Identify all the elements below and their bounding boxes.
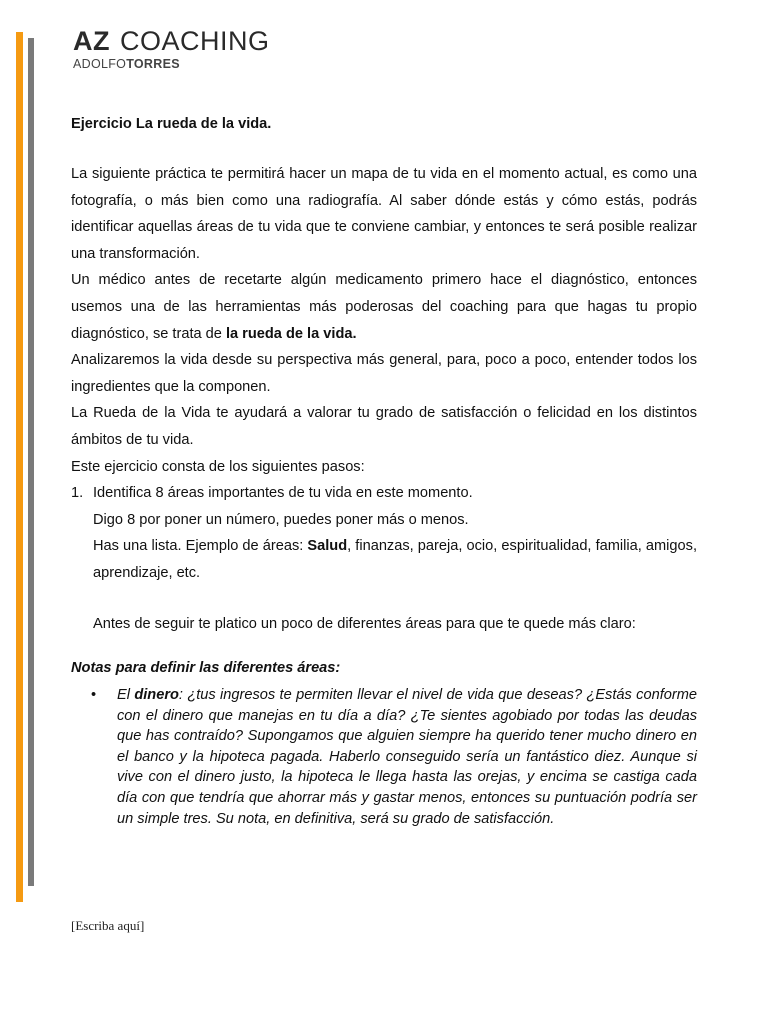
note-dinero-text: : ¿tus ingresos te permiten llevar el nivel de vida que deseas? ¿Estás conforme con el dinero que manejas en tu día a día? ¿Te sientes agobiado por todas las deudas que has contraído? Supongamos que alguien siempre ha querido tener mucho dinero en el banco y la hipoteca pagada. Haberlo conseguido sería un fantástico diez. Aunque si vive con el dinero justo, la hipoteca le llega hasta las orejas, y encima se castiga cada día con que tendría que ahorrar más y gastar menos, entonces su puntuación podría ser un simple tres. Su nota, en definitiva, será su grado de satisfacción.	[117, 687, 698, 827]
step-1-line-4: Antes de seguir te platico un poco de diferentes áreas para que te quede más claro:	[93, 615, 636, 632]
steps-list	[71, 480, 697, 637]
note-dinero-prefix: El	[117, 687, 135, 704]
paragraph-diagnosis-bold: la rueda de la vida.	[225, 325, 357, 342]
step-item-1	[71, 480, 697, 507]
logo-subtitle	[73, 57, 270, 71]
step-number: 1.	[71, 485, 84, 502]
step-1-line-3-text: Has una lista. Ejemplo de áreas:	[93, 538, 308, 555]
logo-first-name: ADOLFO	[73, 57, 127, 71]
gray-accent-bar	[28, 38, 34, 886]
step-1-line-2: Digo 8 por poner un número, puedes poner más o menos.	[93, 511, 469, 528]
logo-brand: AZ	[73, 26, 110, 56]
document-body	[71, 111, 697, 829]
step-1-line-3-end: , finanzas, pareja, ocio, espiritualidad, familia, amigos, aprendizaje, etc.	[93, 538, 697, 581]
step-1-line-3	[71, 533, 697, 586]
paragraph-intro: La siguiente práctica te permitirá hacer un mapa de tu vida en el momento actual, es como una fotografía, o más bien como una radiografía. Al saber dónde estás y cómo estás, podrás identificar aquellas áreas de tu vida que te conviene cambiar, y entonces te será posible realizar una transformación.	[71, 166, 697, 262]
note-item-dinero	[71, 685, 697, 829]
notes-list	[71, 685, 697, 829]
orange-accent-bar	[16, 32, 23, 902]
step-1-line-3-bold: Salud	[307, 538, 348, 555]
paragraph-diagnosis-text: Un médico antes de recetarte algún medicamento primero hace el diagnóstico, entonces usemos una de las herramientas más poderosas del coaching para que hagas tu propio diagnóstico, se trata de	[71, 272, 697, 342]
footer-placeholder[interactable]: [Escriba aquí]	[71, 918, 145, 933]
paragraph-perspective: Analizaremos la vida desde su perspectiva más general, para, poco a poco, entender todos los ingredientes que la componen.	[71, 352, 697, 395]
az-coaching-logo	[73, 26, 270, 71]
paragraph-wheel: La Rueda de la Vida te ayudará a valorar tu grado de satisfacción o felicidad en los distintos ámbitos de tu vida.	[71, 405, 697, 448]
logo-word: COACHING	[120, 26, 270, 56]
logo-main-text	[73, 26, 270, 56]
paragraph-steps-intro: Este ejercicio consta de los siguientes pasos:	[71, 458, 365, 475]
document-title: Ejercicio La rueda de la vida.	[71, 116, 272, 132]
note-dinero-bold: dinero	[134, 687, 179, 704]
paragraph-diagnosis	[71, 267, 697, 347]
logo-last-name: TORRES	[126, 57, 180, 71]
step-1-line-1: Identifica 8 áreas importantes de tu vida en este momento.	[93, 485, 473, 502]
notes-title: Notas para definir las diferentes áreas:	[71, 660, 341, 677]
bullet-icon: •	[91, 687, 97, 704]
